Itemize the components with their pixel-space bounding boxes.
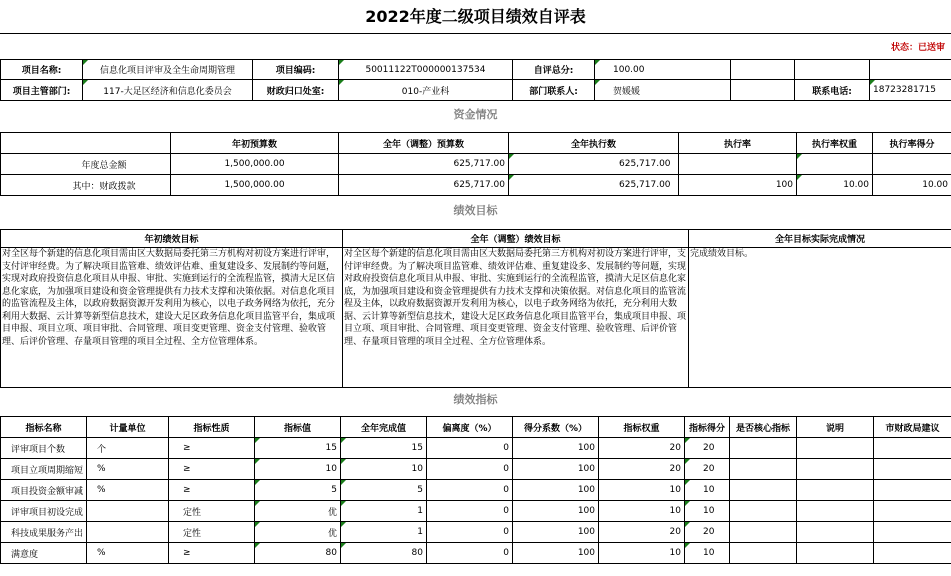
table-row [1, 480, 951, 501]
empty-cell [1, 133, 171, 154]
ind-core [730, 480, 797, 501]
goals-adjusted-text: 对全区每个新建的信息化项目需由区大数据局委托第三方机构对初设方案进行评审，支付评审经费。为了解决项目监管难、绩效评估难、重复建设多、发展制约等问题，实现对政府投资信息化项目从申报、审批、实施到运行的全流程监管，摸清大足区信息化家底，为加强项目建设和资金管理提供有力技术支撑和决策依据。对信息化项目的监管流程及主体，以政府数据资源开发利用为核心，以电子政务网络为依托，充分利用大数据、云计算等新型信息技术，建设大足区政务信息化项目监管平台，集成项目申报、项目立项、项目审批、合同管理、项目变更管理、资金支付管理、验收管理、后评价管理、存量项目管理的项目全过程、全方位管理体系。 [343, 248, 689, 388]
empty-cell [795, 60, 870, 80]
ind-note[interactable] [797, 438, 874, 459]
funds-cell-score: 10.00 [873, 175, 951, 196]
ind-core [730, 522, 797, 543]
ind-dev: 0 [427, 480, 513, 501]
ind-note[interactable] [797, 459, 874, 480]
ind-unit: % [87, 480, 169, 501]
ind-dev: 0 [427, 501, 513, 522]
ind-coef: 100 [513, 501, 599, 522]
ind-nature: 定性 [169, 522, 255, 543]
ind-score[interactable]: 10 [685, 501, 730, 522]
funds-cell-executed[interactable]: 625,717.00 [509, 175, 679, 196]
ind-weight: 10 [599, 480, 685, 501]
dept-label: 项目主管部门: [1, 80, 83, 101]
ind-advice[interactable] [874, 501, 951, 522]
funds-cell-score [873, 154, 951, 175]
ind-coef: 100 [513, 480, 599, 501]
ind-core [730, 459, 797, 480]
ind-weight: 20 [599, 459, 685, 480]
funds-section-title: 资金情况 [453, 108, 498, 121]
table-row [1, 438, 951, 459]
ind-header-nature: 指标性质 [169, 417, 255, 438]
score-label: 自评总分: [513, 60, 595, 80]
ind-dev: 0 [427, 438, 513, 459]
ind-note[interactable] [797, 480, 874, 501]
project-name-value[interactable]: 信息化项目评审及全生命周期管理 [83, 60, 253, 80]
ind-dev: 0 [427, 543, 513, 564]
ind-score[interactable]: 20 [685, 459, 730, 480]
ind-core [730, 543, 797, 564]
ind-done[interactable]: 15 [341, 438, 427, 459]
goals-initial-text: 对全区每个新建的信息化项目需由区大数据局委托第三方机构对初设方案进行评审，支付评审经费。为了解决项目监管难、绩效评估难、重复建设多、发展制约等问题，实现对政府投资信息化项目从申报、审批、实施到运行的全流程监管，摸清大足区信息化家底，为加强项目建设和资金管理提供有力技术支撑和决策依据。对信息化项目的监管流程及主体，以政府数据资源开发利用为核心，以电子政务网络为依托，充分利用大数据、云计算等新型信息技术，建设大足区政务信息化项目监管平台，集成项目申报、项目立项、项目审批、合同管理、项目变更管理、资金支付管理、验收管理、后评价管理、存量项目管理的项目全过程、全方位管理体系。 [1, 248, 343, 388]
finance-value[interactable]: 010-产业科 [339, 80, 513, 101]
dept-value[interactable]: 117-大足区经济和信息化委员会 [83, 80, 253, 101]
ind-name: 项目立项周期缩短 [1, 459, 87, 480]
score-value[interactable]: 100.00 [595, 60, 731, 80]
divider [0, 33, 951, 34]
indicators-section-title: 绩效指标 [453, 393, 498, 406]
ind-name: 科技成果服务产出 [1, 522, 87, 543]
funds-cell-adjusted: 625,717.00 [339, 175, 509, 196]
ind-done[interactable]: 1 [341, 501, 427, 522]
funds-header-weight: 执行率权重 [797, 133, 873, 154]
ind-advice[interactable] [874, 543, 951, 564]
empty-cell [731, 80, 795, 101]
funds-cell-rate [679, 154, 797, 175]
ind-header-value: 指标值 [255, 417, 341, 438]
ind-coef: 100 [513, 459, 599, 480]
funds-cell-budget: 1,500,000.00 [171, 175, 339, 196]
goals-header-initial: 年初绩效目标 [1, 230, 343, 248]
page-title: 2022年度二级项目绩效自评表 [365, 7, 586, 26]
funds-header-adjusted: 全年（调整）预算数 [339, 133, 509, 154]
ind-weight: 20 [599, 438, 685, 459]
ind-done[interactable]: 1 [341, 522, 427, 543]
ind-value[interactable]: 5 [255, 480, 341, 501]
ind-done[interactable]: 80 [341, 543, 427, 564]
goals-section-title: 绩效目标 [453, 204, 498, 217]
funds-cell-adjusted: 625,717.00 [339, 154, 509, 175]
ind-score[interactable]: 10 [685, 543, 730, 564]
funds-header-executed: 全年执行数 [509, 133, 679, 154]
contact-value[interactable]: 贺媛媛 [595, 80, 731, 101]
funds-cell-weight[interactable] [797, 154, 873, 175]
project-code-value[interactable]: 50011122T000000137534 [339, 60, 513, 80]
funds-cell-executed[interactable]: 625,717.00 [509, 154, 679, 175]
project-name-label: 项目名称: [1, 60, 83, 80]
ind-header-weight: 指标权重 [599, 417, 685, 438]
ind-value[interactable]: 10 [255, 459, 341, 480]
empty-cell [731, 60, 795, 80]
ind-score[interactable]: 20 [685, 522, 730, 543]
ind-header-core: 是否核心指标 [730, 417, 797, 438]
ind-value[interactable]: 80 [255, 543, 341, 564]
ind-done[interactable]: 5 [341, 480, 427, 501]
ind-done[interactable]: 10 [341, 459, 427, 480]
table-row [1, 522, 951, 543]
goals-actual-text[interactable]: 完成绩效目标。 [689, 248, 951, 388]
finance-label: 财政归口处室: [253, 80, 339, 101]
ind-value[interactable]: 优 [255, 522, 341, 543]
funds-cell-weight[interactable]: 10.00 [797, 175, 873, 196]
ind-nature: ≥ [169, 459, 255, 480]
ind-value[interactable]: 15 [255, 438, 341, 459]
ind-header-note: 说明 [797, 417, 874, 438]
funds-table [0, 132, 951, 196]
ind-unit: % [87, 459, 169, 480]
indicators-table [0, 416, 951, 564]
ind-nature: ≥ [169, 480, 255, 501]
ind-unit: % [87, 543, 169, 564]
goals-header-adjusted: 全年（调整）绩效目标 [343, 230, 689, 248]
empty-cell [870, 60, 951, 80]
contact-label: 部门联系人: [513, 80, 595, 101]
ind-nature: ≥ [169, 543, 255, 564]
ind-advice[interactable] [874, 438, 951, 459]
ind-name: 评审项目个数 [1, 438, 87, 459]
ind-header-coef: 得分系数（%） [513, 417, 599, 438]
phone-label: 联系电话: [795, 80, 870, 101]
ind-note[interactable] [797, 543, 874, 564]
phone-value[interactable]: 18723281715 [870, 80, 951, 101]
funds-header-score: 执行率得分 [873, 133, 951, 154]
ind-header-name: 指标名称 [1, 417, 87, 438]
ind-core [730, 501, 797, 522]
ind-dev: 0 [427, 459, 513, 480]
ind-weight: 20 [599, 522, 685, 543]
table-row [1, 501, 951, 522]
goals-table [0, 229, 951, 388]
funds-header-budget: 年初预算数 [171, 133, 339, 154]
ind-value[interactable]: 优 [255, 501, 341, 522]
ind-coef: 100 [513, 543, 599, 564]
status-badge: 状态：已送审 [890, 43, 945, 53]
funds-cell-budget: 1,500,000.00 [171, 154, 339, 175]
ind-header-score: 指标得分 [685, 417, 730, 438]
ind-coef: 100 [513, 522, 599, 543]
ind-unit [87, 522, 169, 543]
funds-row-label: 年度总金额 [1, 154, 171, 175]
ind-advice[interactable] [874, 459, 951, 480]
ind-header-unit: 计量单位 [87, 417, 169, 438]
ind-score[interactable]: 20 [685, 438, 730, 459]
ind-header-done: 全年完成值 [341, 417, 427, 438]
info-table [0, 59, 951, 101]
ind-nature: 定性 [169, 501, 255, 522]
ind-coef: 100 [513, 438, 599, 459]
funds-cell-rate: 100 [679, 175, 797, 196]
ind-header-dev: 偏离度（%） [427, 417, 513, 438]
ind-advice[interactable] [874, 480, 951, 501]
goals-header-actual: 全年目标实际完成情况 [689, 230, 951, 248]
ind-note[interactable] [797, 522, 874, 543]
ind-header-advice: 市财政局建议 [874, 417, 951, 438]
funds-row-label: 其中：财政拨款 [1, 175, 171, 196]
ind-dev: 0 [427, 522, 513, 543]
ind-name: 满意度 [1, 543, 87, 564]
ind-score[interactable]: 10 [685, 480, 730, 501]
ind-name: 评审项目初设完成 [1, 501, 87, 522]
ind-name: 项目投资金额审减 [1, 480, 87, 501]
ind-unit [87, 501, 169, 522]
ind-weight: 10 [599, 543, 685, 564]
ind-weight: 10 [599, 501, 685, 522]
ind-unit: 个 [87, 438, 169, 459]
funds-header-rate: 执行率 [679, 133, 797, 154]
ind-advice[interactable] [874, 522, 951, 543]
table-row [1, 459, 951, 480]
project-code-label: 项目编码: [253, 60, 339, 80]
table-row [1, 543, 951, 564]
ind-core [730, 438, 797, 459]
ind-note[interactable] [797, 501, 874, 522]
ind-nature: ≥ [169, 438, 255, 459]
